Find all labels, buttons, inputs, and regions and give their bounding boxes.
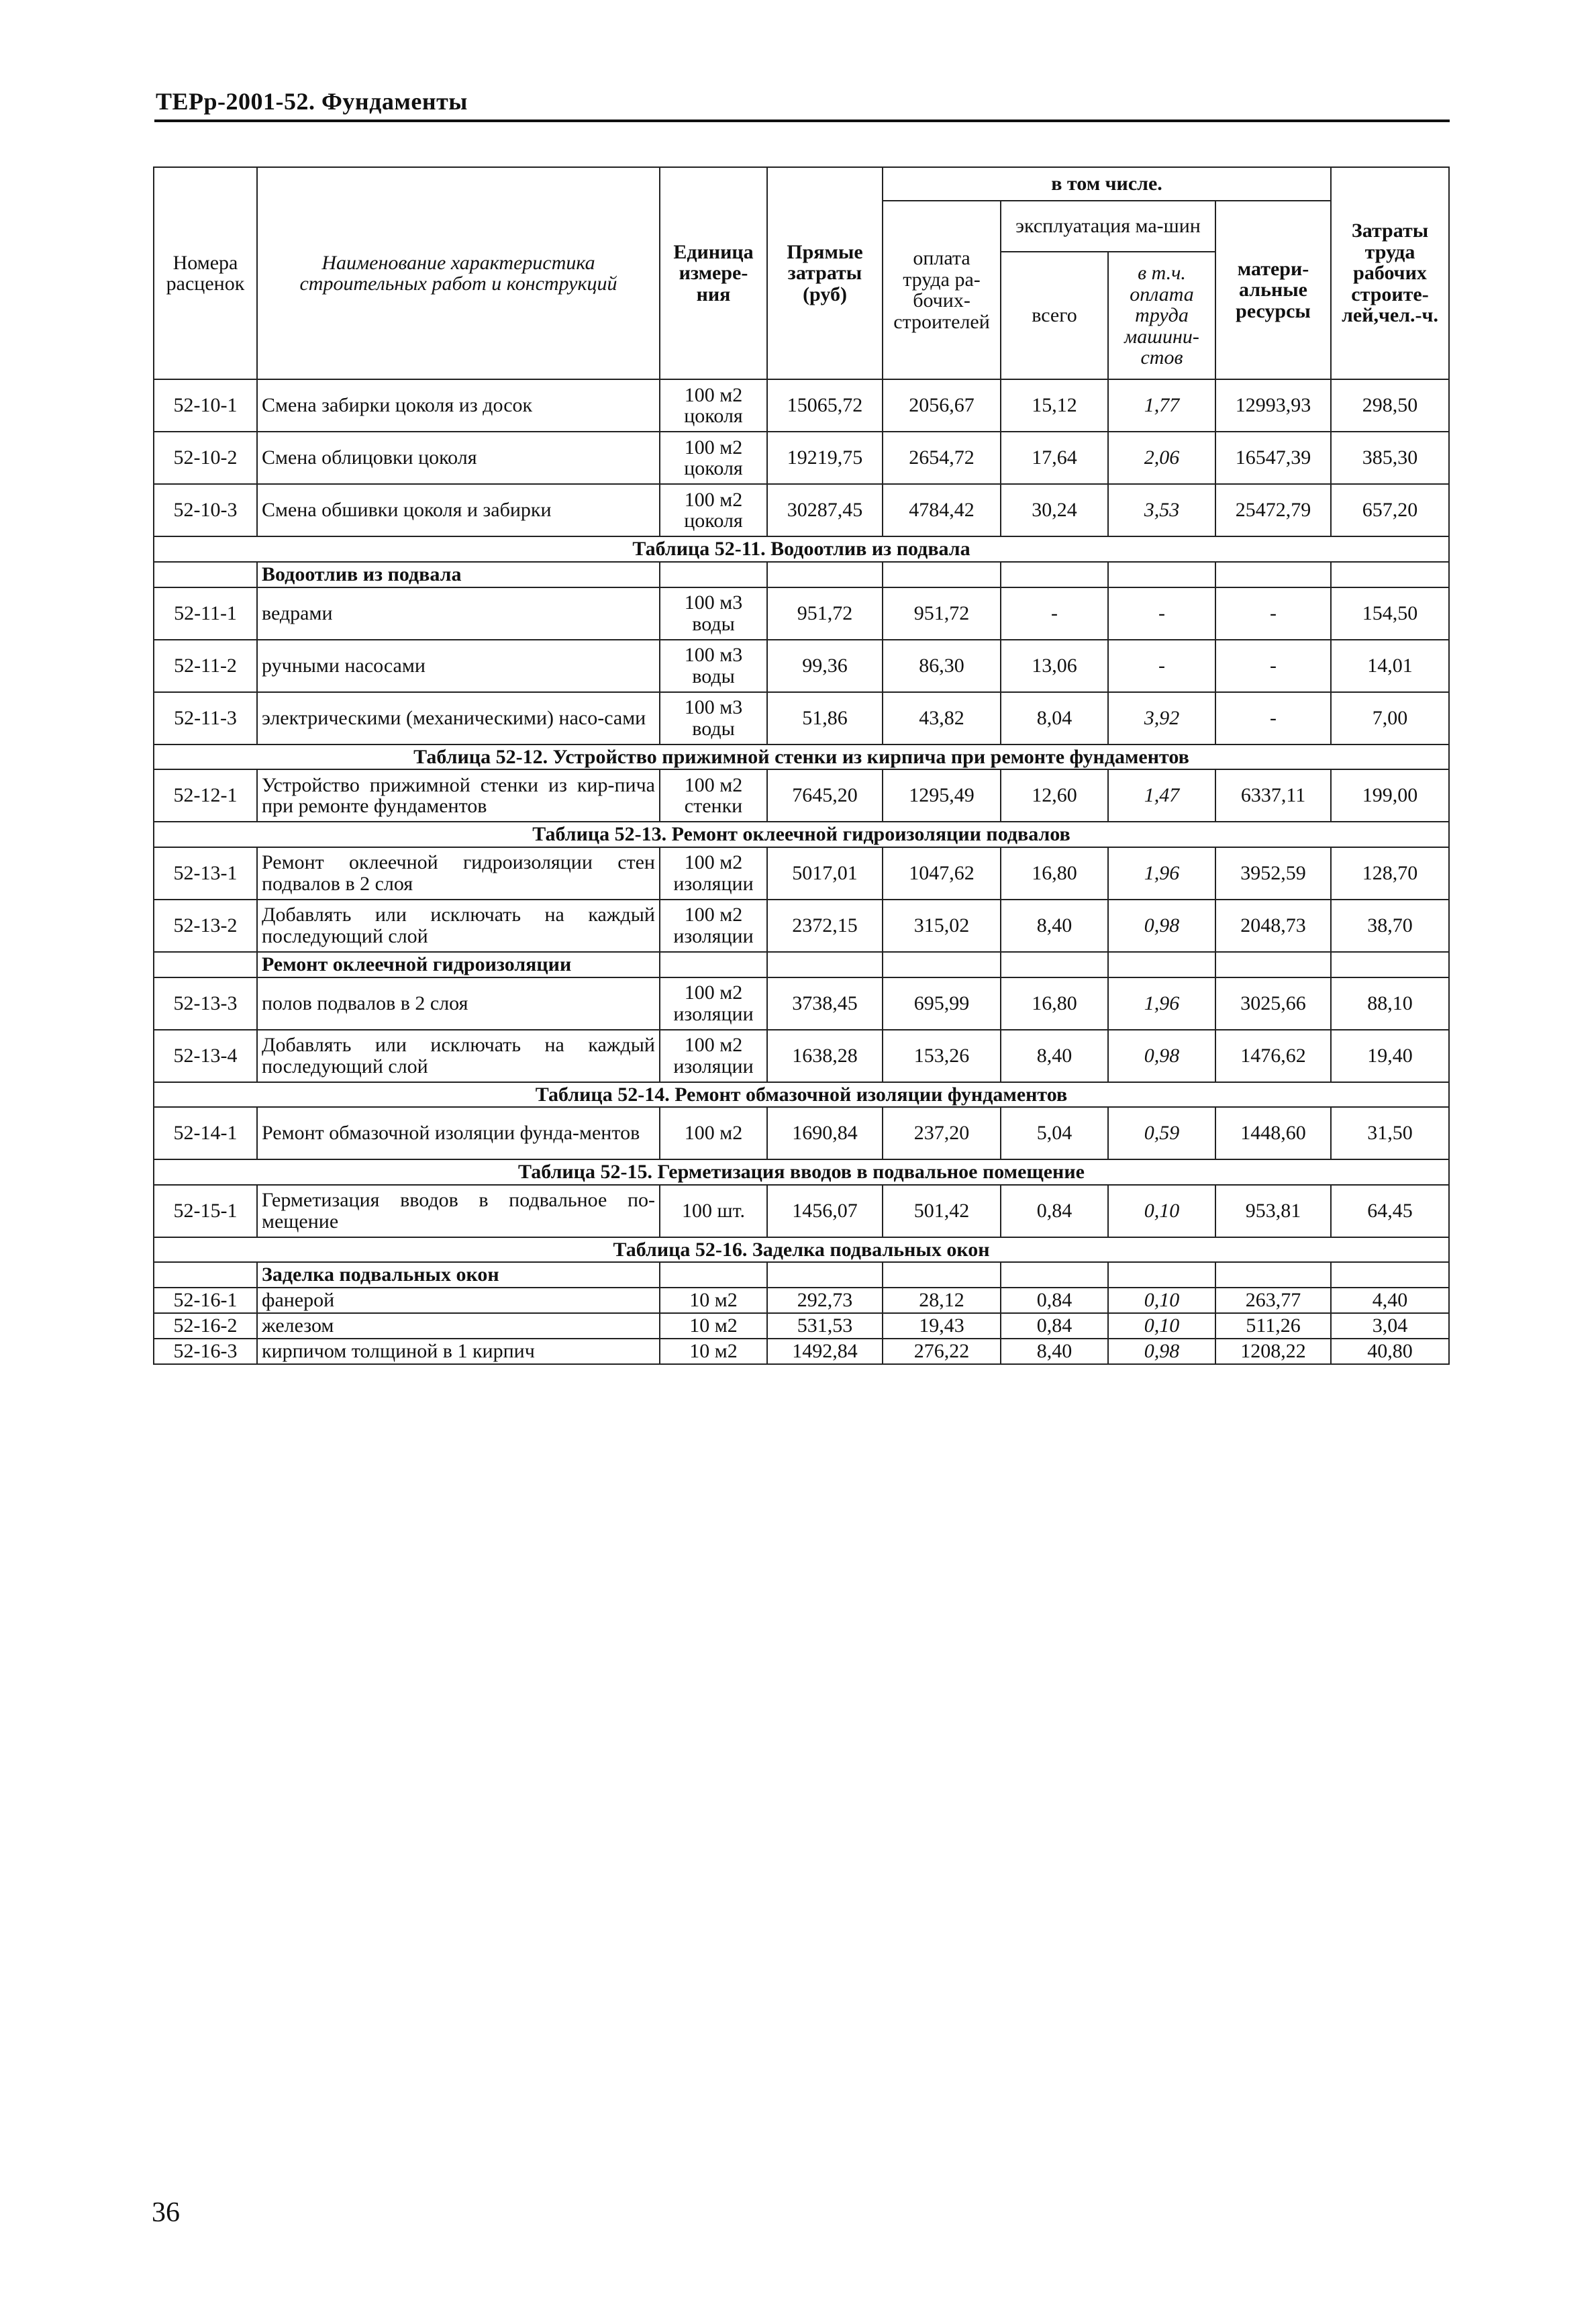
row-unit: 100 м2 цоколя <box>660 432 767 484</box>
row-labor-pay: 153,26 <box>883 1030 1001 1082</box>
table-caption: Таблица 52-15. Герметизация вводов в подвальное помещение <box>154 1159 1449 1185</box>
table-row <box>154 977 1449 1030</box>
row-mach-total: 16,80 <box>1001 977 1108 1030</box>
row-mach-labor: 1,96 <box>1108 847 1215 900</box>
row-labor-cost: 38,70 <box>1331 900 1449 952</box>
row-direct: 1690,84 <box>767 1107 883 1159</box>
table-row <box>154 847 1449 900</box>
row-labor-cost: 128,70 <box>1331 847 1449 900</box>
table-row <box>154 432 1449 484</box>
row-unit: 10 м2 <box>660 1288 767 1313</box>
row-unit: 100 м2 изоляции <box>660 847 767 900</box>
subheading-row <box>154 562 1449 587</box>
row-labor-pay: 1047,62 <box>883 847 1001 900</box>
row-mach-total: 15,12 <box>1001 379 1108 432</box>
table-caption-row <box>154 1159 1449 1185</box>
row-unit: 100 шт. <box>660 1185 767 1237</box>
row-labor-pay: 2654,72 <box>883 432 1001 484</box>
row-labor-cost: 657,20 <box>1331 484 1449 536</box>
table-row <box>154 1185 1449 1237</box>
row-mach-total: 8,04 <box>1001 692 1108 744</box>
row-mach-labor: 0,59 <box>1108 1107 1215 1159</box>
subheading: Водоотлив из подвала <box>257 562 660 587</box>
row-code: 52-11-2 <box>154 640 257 692</box>
table-row <box>154 1288 1449 1313</box>
row-name: кирпичом толщиной в 1 кирпич <box>257 1339 660 1364</box>
row-mach-labor: - <box>1108 587 1215 640</box>
row-name: Добавлять или исключать на каждый последующий слой <box>257 1030 660 1082</box>
col-direct-header: Прямые затраты (руб) <box>767 167 883 379</box>
col-code-header: Номера расценок <box>154 167 257 379</box>
row-unit: 100 м2 изоляции <box>660 900 767 952</box>
row-name: Смена облицовки цоколя <box>257 432 660 484</box>
col-mach-total-header: всего <box>1001 252 1108 379</box>
row-direct: 3738,45 <box>767 977 883 1030</box>
row-materials: - <box>1215 640 1331 692</box>
row-mach-total: 0,84 <box>1001 1185 1108 1237</box>
row-materials: 12993,93 <box>1215 379 1331 432</box>
subheading: Ремонт оклеечной гидроизоляции <box>257 952 660 977</box>
row-materials: 3952,59 <box>1215 847 1331 900</box>
row-direct: 1638,28 <box>767 1030 883 1082</box>
row-name: Добавлять или исключать на каждый последующий слой <box>257 900 660 952</box>
row-labor-cost: 7,00 <box>1331 692 1449 744</box>
row-mach-total: 8,40 <box>1001 1339 1108 1364</box>
col-labor-cost-header: Затраты труда рабочих строите-лей,чел.-ч. <box>1331 167 1449 379</box>
row-code: 52-13-4 <box>154 1030 257 1082</box>
row-materials: - <box>1215 587 1331 640</box>
row-mach-total: 30,24 <box>1001 484 1108 536</box>
row-labor-cost: 40,80 <box>1331 1339 1449 1364</box>
header-rule <box>154 119 1450 122</box>
table-row <box>154 1107 1449 1159</box>
col-mach-labor-header: в т.ч. оплата труда машини-стов <box>1108 252 1215 379</box>
row-unit: 100 м3 воды <box>660 692 767 744</box>
row-labor-pay: 315,02 <box>883 900 1001 952</box>
col-materials-header: матери-альные ресурсы <box>1215 201 1331 379</box>
row-labor-cost: 154,50 <box>1331 587 1449 640</box>
row-unit: 100 м3 воды <box>660 640 767 692</box>
row-direct: 951,72 <box>767 587 883 640</box>
row-materials: 511,26 <box>1215 1313 1331 1339</box>
row-code: 52-12-1 <box>154 769 257 822</box>
table-row <box>154 1339 1449 1364</box>
table-caption: Таблица 52-16. Заделка подвальных окон <box>154 1237 1449 1263</box>
row-code: 52-10-3 <box>154 484 257 536</box>
row-name: Ремонт оклеечной гидроизоляции стен подвалов в 2 слоя <box>257 847 660 900</box>
row-mach-labor: 0,10 <box>1108 1185 1215 1237</box>
subheading: Заделка подвальных окон <box>257 1262 660 1288</box>
row-materials: - <box>1215 692 1331 744</box>
row-direct: 30287,45 <box>767 484 883 536</box>
table-caption-row <box>154 536 1449 562</box>
table-caption: Таблица 52-13. Ремонт оклеечной гидроизоляции подвалов <box>154 822 1449 847</box>
table-caption: Таблица 52-14. Ремонт обмазочной изоляции фундаментов <box>154 1082 1449 1108</box>
table-row <box>154 769 1449 822</box>
row-unit: 100 м2 изоляции <box>660 1030 767 1082</box>
row-direct: 19219,75 <box>767 432 883 484</box>
row-labor-pay: 695,99 <box>883 977 1001 1030</box>
page-number: 36 <box>152 2197 180 2228</box>
row-unit: 100 м3 воды <box>660 587 767 640</box>
row-name: Герметизация вводов в подвальное по-мещение <box>257 1185 660 1237</box>
row-direct: 1456,07 <box>767 1185 883 1237</box>
row-code: 52-13-3 <box>154 977 257 1030</box>
row-unit: 100 м2 изоляции <box>660 977 767 1030</box>
row-materials: 1448,60 <box>1215 1107 1331 1159</box>
row-mach-total: 5,04 <box>1001 1107 1108 1159</box>
row-unit: 10 м2 <box>660 1339 767 1364</box>
row-code: 52-15-1 <box>154 1185 257 1237</box>
row-mach-labor: 3,92 <box>1108 692 1215 744</box>
row-materials: 263,77 <box>1215 1288 1331 1313</box>
row-direct: 99,36 <box>767 640 883 692</box>
row-materials: 1208,22 <box>1215 1339 1331 1364</box>
table-row <box>154 587 1449 640</box>
row-mach-total: 8,40 <box>1001 1030 1108 1082</box>
row-labor-pay: 276,22 <box>883 1339 1001 1364</box>
table-caption-row <box>154 744 1449 770</box>
table-row <box>154 379 1449 432</box>
row-code: 52-14-1 <box>154 1107 257 1159</box>
row-mach-labor: 1,77 <box>1108 379 1215 432</box>
row-code: 52-11-3 <box>154 692 257 744</box>
table-row <box>154 640 1449 692</box>
row-code: 52-16-2 <box>154 1313 257 1339</box>
table-caption-row <box>154 1082 1449 1108</box>
row-direct: 5017,01 <box>767 847 883 900</box>
row-direct: 292,73 <box>767 1288 883 1313</box>
rates-table <box>153 166 1450 1365</box>
col-machines-header: эксплуатация ма-шин <box>1001 201 1215 252</box>
row-mach-total: 16,80 <box>1001 847 1108 900</box>
row-labor-cost: 64,45 <box>1331 1185 1449 1237</box>
table-caption: Таблица 52-11. Водоотлив из подвала <box>154 536 1449 562</box>
row-code: 52-11-1 <box>154 587 257 640</box>
row-code: 52-13-1 <box>154 847 257 900</box>
row-direct: 2372,15 <box>767 900 883 952</box>
row-labor-pay: 501,42 <box>883 1185 1001 1237</box>
row-labor-pay: 43,82 <box>883 692 1001 744</box>
row-code: 52-10-1 <box>154 379 257 432</box>
page-header-title: ТЕРр-2001-52. Фундаменты <box>156 88 468 115</box>
row-labor-cost: 298,50 <box>1331 379 1449 432</box>
row-labor-cost: 88,10 <box>1331 977 1449 1030</box>
row-mach-labor: - <box>1108 640 1215 692</box>
row-name: Смена обшивки цоколя и забирки <box>257 484 660 536</box>
col-unit-header: Единица измере-ния <box>660 167 767 379</box>
row-labor-pay: 4784,42 <box>883 484 1001 536</box>
table-caption-row <box>154 1237 1449 1263</box>
row-materials: 16547,39 <box>1215 432 1331 484</box>
row-mach-total: 12,60 <box>1001 769 1108 822</box>
row-unit: 10 м2 <box>660 1313 767 1339</box>
row-name: фанерой <box>257 1288 660 1313</box>
row-unit: 100 м2 цоколя <box>660 484 767 536</box>
row-materials: 3025,66 <box>1215 977 1331 1030</box>
row-materials: 6337,11 <box>1215 769 1331 822</box>
row-name: Ремонт обмазочной изоляции фунда-ментов <box>257 1107 660 1159</box>
row-labor-pay: 237,20 <box>883 1107 1001 1159</box>
row-name: ручными насосами <box>257 640 660 692</box>
row-mach-labor: 1,96 <box>1108 977 1215 1030</box>
row-unit: 100 м2 стенки <box>660 769 767 822</box>
row-labor-cost: 31,50 <box>1331 1107 1449 1159</box>
row-labor-cost: 199,00 <box>1331 769 1449 822</box>
row-unit: 100 м2 цоколя <box>660 379 767 432</box>
row-name: ведрами <box>257 587 660 640</box>
table-caption: Таблица 52-12. Устройство прижимной стенки из кирпича при ремонте фундаментов <box>154 744 1449 770</box>
row-code: 52-16-3 <box>154 1339 257 1364</box>
col-name-header: Наименование характеристика строительных работ и конструкций <box>257 167 660 379</box>
table-row <box>154 484 1449 536</box>
row-labor-pay: 1295,49 <box>883 769 1001 822</box>
row-code: 52-10-2 <box>154 432 257 484</box>
row-direct: 1492,84 <box>767 1339 883 1364</box>
row-mach-total: 0,84 <box>1001 1288 1108 1313</box>
row-mach-total: 17,64 <box>1001 432 1108 484</box>
row-mach-total: 0,84 <box>1001 1313 1108 1339</box>
row-labor-cost: 4,40 <box>1331 1288 1449 1313</box>
row-labor-cost: 385,30 <box>1331 432 1449 484</box>
row-labor-pay: 2056,67 <box>883 379 1001 432</box>
row-name: Устройство прижимной стенки из кир-пича при ремонте фундаментов <box>257 769 660 822</box>
table-caption-row <box>154 822 1449 847</box>
row-materials: 953,81 <box>1215 1185 1331 1237</box>
row-code: 52-13-2 <box>154 900 257 952</box>
row-name: Смена забирки цоколя из досок <box>257 379 660 432</box>
table-row <box>154 900 1449 952</box>
table-row <box>154 1313 1449 1339</box>
row-direct: 51,86 <box>767 692 883 744</box>
row-labor-cost: 19,40 <box>1331 1030 1449 1082</box>
row-materials: 1476,62 <box>1215 1030 1331 1082</box>
row-labor-cost: 3,04 <box>1331 1313 1449 1339</box>
row-mach-total: 13,06 <box>1001 640 1108 692</box>
table-row <box>154 692 1449 744</box>
row-name: железом <box>257 1313 660 1339</box>
row-mach-total: 8,40 <box>1001 900 1108 952</box>
row-direct: 15065,72 <box>767 379 883 432</box>
table-row <box>154 1030 1449 1082</box>
row-mach-labor: 3,53 <box>1108 484 1215 536</box>
col-labor-pay-header: оплата труда ра-бочих-строителей <box>883 201 1001 379</box>
row-name: электрическими (механическими) насо-сами <box>257 692 660 744</box>
row-materials: 25472,79 <box>1215 484 1331 536</box>
row-mach-labor: 0,98 <box>1108 900 1215 952</box>
subheading-row <box>154 1262 1449 1288</box>
row-labor-pay: 951,72 <box>883 587 1001 640</box>
row-labor-cost: 14,01 <box>1331 640 1449 692</box>
row-mach-labor: 1,47 <box>1108 769 1215 822</box>
row-labor-pay: 86,30 <box>883 640 1001 692</box>
row-unit: 100 м2 <box>660 1107 767 1159</box>
row-direct: 531,53 <box>767 1313 883 1339</box>
col-incl-header: в том числе. <box>883 167 1331 201</box>
row-mach-labor: 0,10 <box>1108 1313 1215 1339</box>
subheading-row <box>154 952 1449 977</box>
row-direct: 7645,20 <box>767 769 883 822</box>
row-name: полов подвалов в 2 слоя <box>257 977 660 1030</box>
row-labor-pay: 28,12 <box>883 1288 1001 1313</box>
row-mach-labor: 2,06 <box>1108 432 1215 484</box>
row-mach-labor: 0,98 <box>1108 1339 1215 1364</box>
row-mach-labor: 0,98 <box>1108 1030 1215 1082</box>
row-labor-pay: 19,43 <box>883 1313 1001 1339</box>
row-mach-labor: 0,10 <box>1108 1288 1215 1313</box>
row-mach-total: - <box>1001 587 1108 640</box>
row-code: 52-16-1 <box>154 1288 257 1313</box>
row-materials: 2048,73 <box>1215 900 1331 952</box>
